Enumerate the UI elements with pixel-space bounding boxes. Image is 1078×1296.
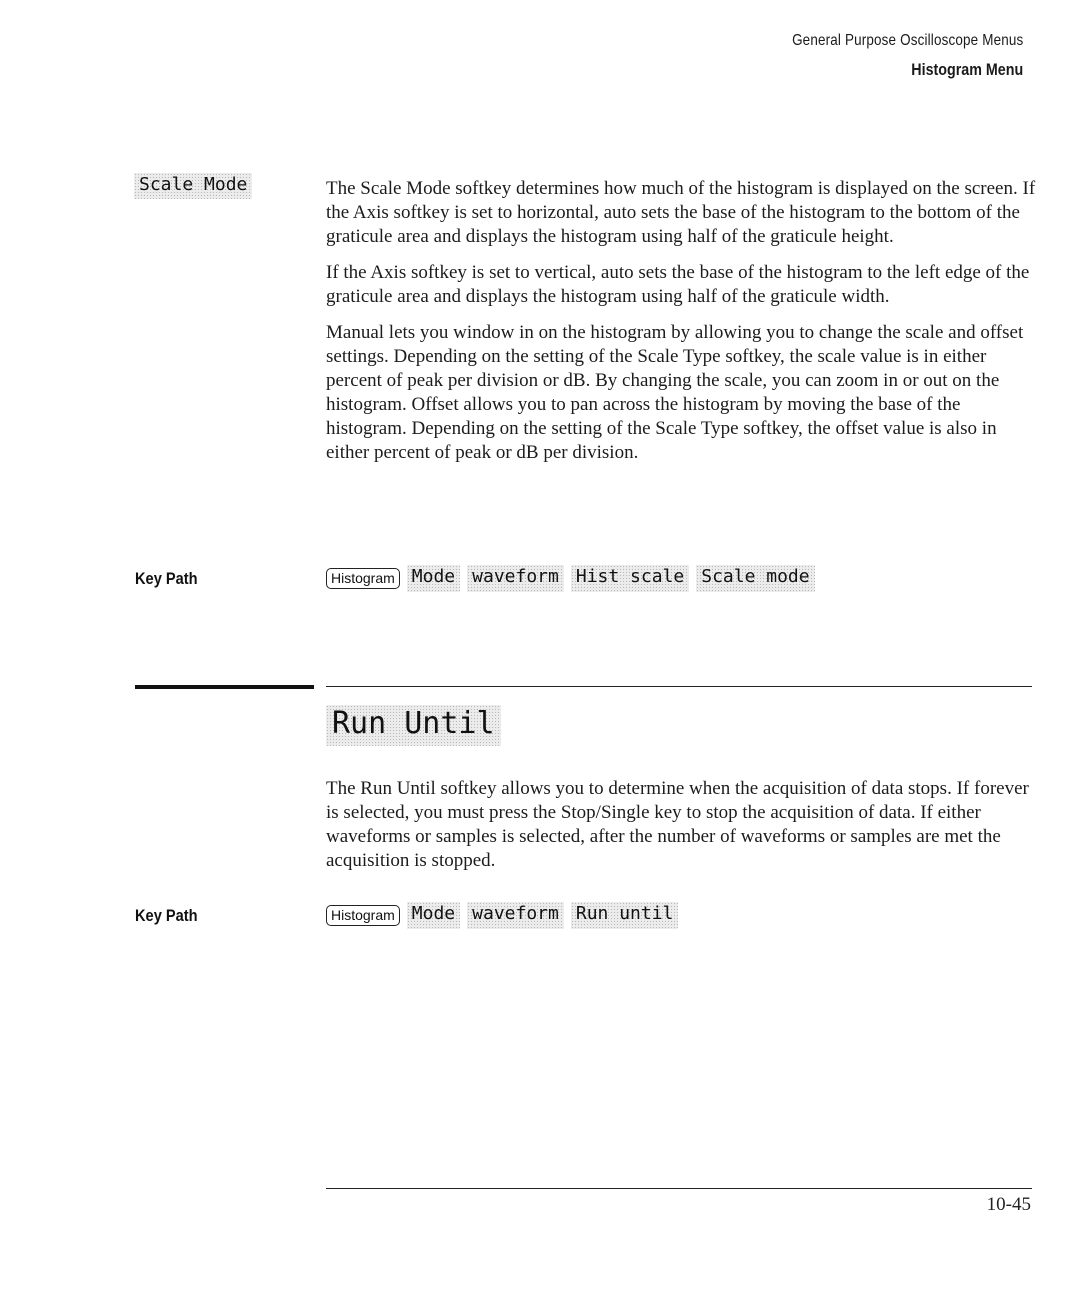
scale-mode-key-path-label: Key Path [135,569,198,588]
histogram-hardkey[interactable]: Histogram [326,568,400,589]
waveform-softkey[interactable]: waveform [467,902,564,929]
footer-rule [326,1188,1032,1189]
scale-mode-key-path [326,565,815,592]
mode-softkey[interactable]: Mode [407,565,460,592]
scale-mode-paragraph-3: Manual lets you window in on the histogram by allowing you to change the scale and offset settings. Depending on the setting of the Scale Type softkey, the scale value is in either percent of peak per division or dB. By changing the scale, you can zoom in or out on the histogram. Offset allows you to pan across the histogram by moving the base of the histogram. Depending on the setting of the Scale Type softkey, the offset value is also in either percent of peak or dB per division. [326,322,1024,463]
run-until-description [326,777,1038,885]
section-divider-thick [135,685,314,689]
page-number: 10-45 [986,1194,1031,1215]
run-until-key-path-label: Key Path [135,906,198,925]
histogram-hardkey[interactable]: Histogram [326,905,400,926]
mode-softkey[interactable]: Mode [407,902,460,929]
run-until-paragraph: The Run Until softkey allows you to determine when the acquisition of data stops. If forever is selected, you must press the Stop/Single key to stop the acquisition of data. If either waveforms or samples is selected, after the number of waveforms or samples are met the acquisition is stopped. [326,778,1029,871]
scale-mode-description [326,177,1038,477]
running-head-section: Histogram Menu [911,60,1023,79]
hist-scale-softkey[interactable]: Hist scale [571,565,689,592]
waveform-softkey[interactable]: waveform [467,565,564,592]
scale-mode-paragraph-2: If the Axis softkey is set to vertical, auto sets the base of the histogram to the left edge of the graticule area and displays the histogram using half of the graticule width. [326,262,1030,307]
section-divider-thin [326,686,1032,687]
run-until-key-path [326,902,678,929]
run-until-title: Run Until [326,705,501,746]
scale-mode-softkey[interactable]: Scale mode [696,565,814,592]
scale-mode-paragraph-1: The Scale Mode softkey determines how much of the histogram is displayed on the screen. If the Axis softkey is set to horizontal, auto sets the base of the histogram to the bottom of the graticule area and displays the histogram using half of the graticule height. [326,178,1036,247]
running-head-chapter: General Purpose Oscilloscope Menus [791,32,1023,49]
scale-mode-term: Scale Mode [134,173,252,199]
run-until-softkey[interactable]: Run until [571,902,679,929]
